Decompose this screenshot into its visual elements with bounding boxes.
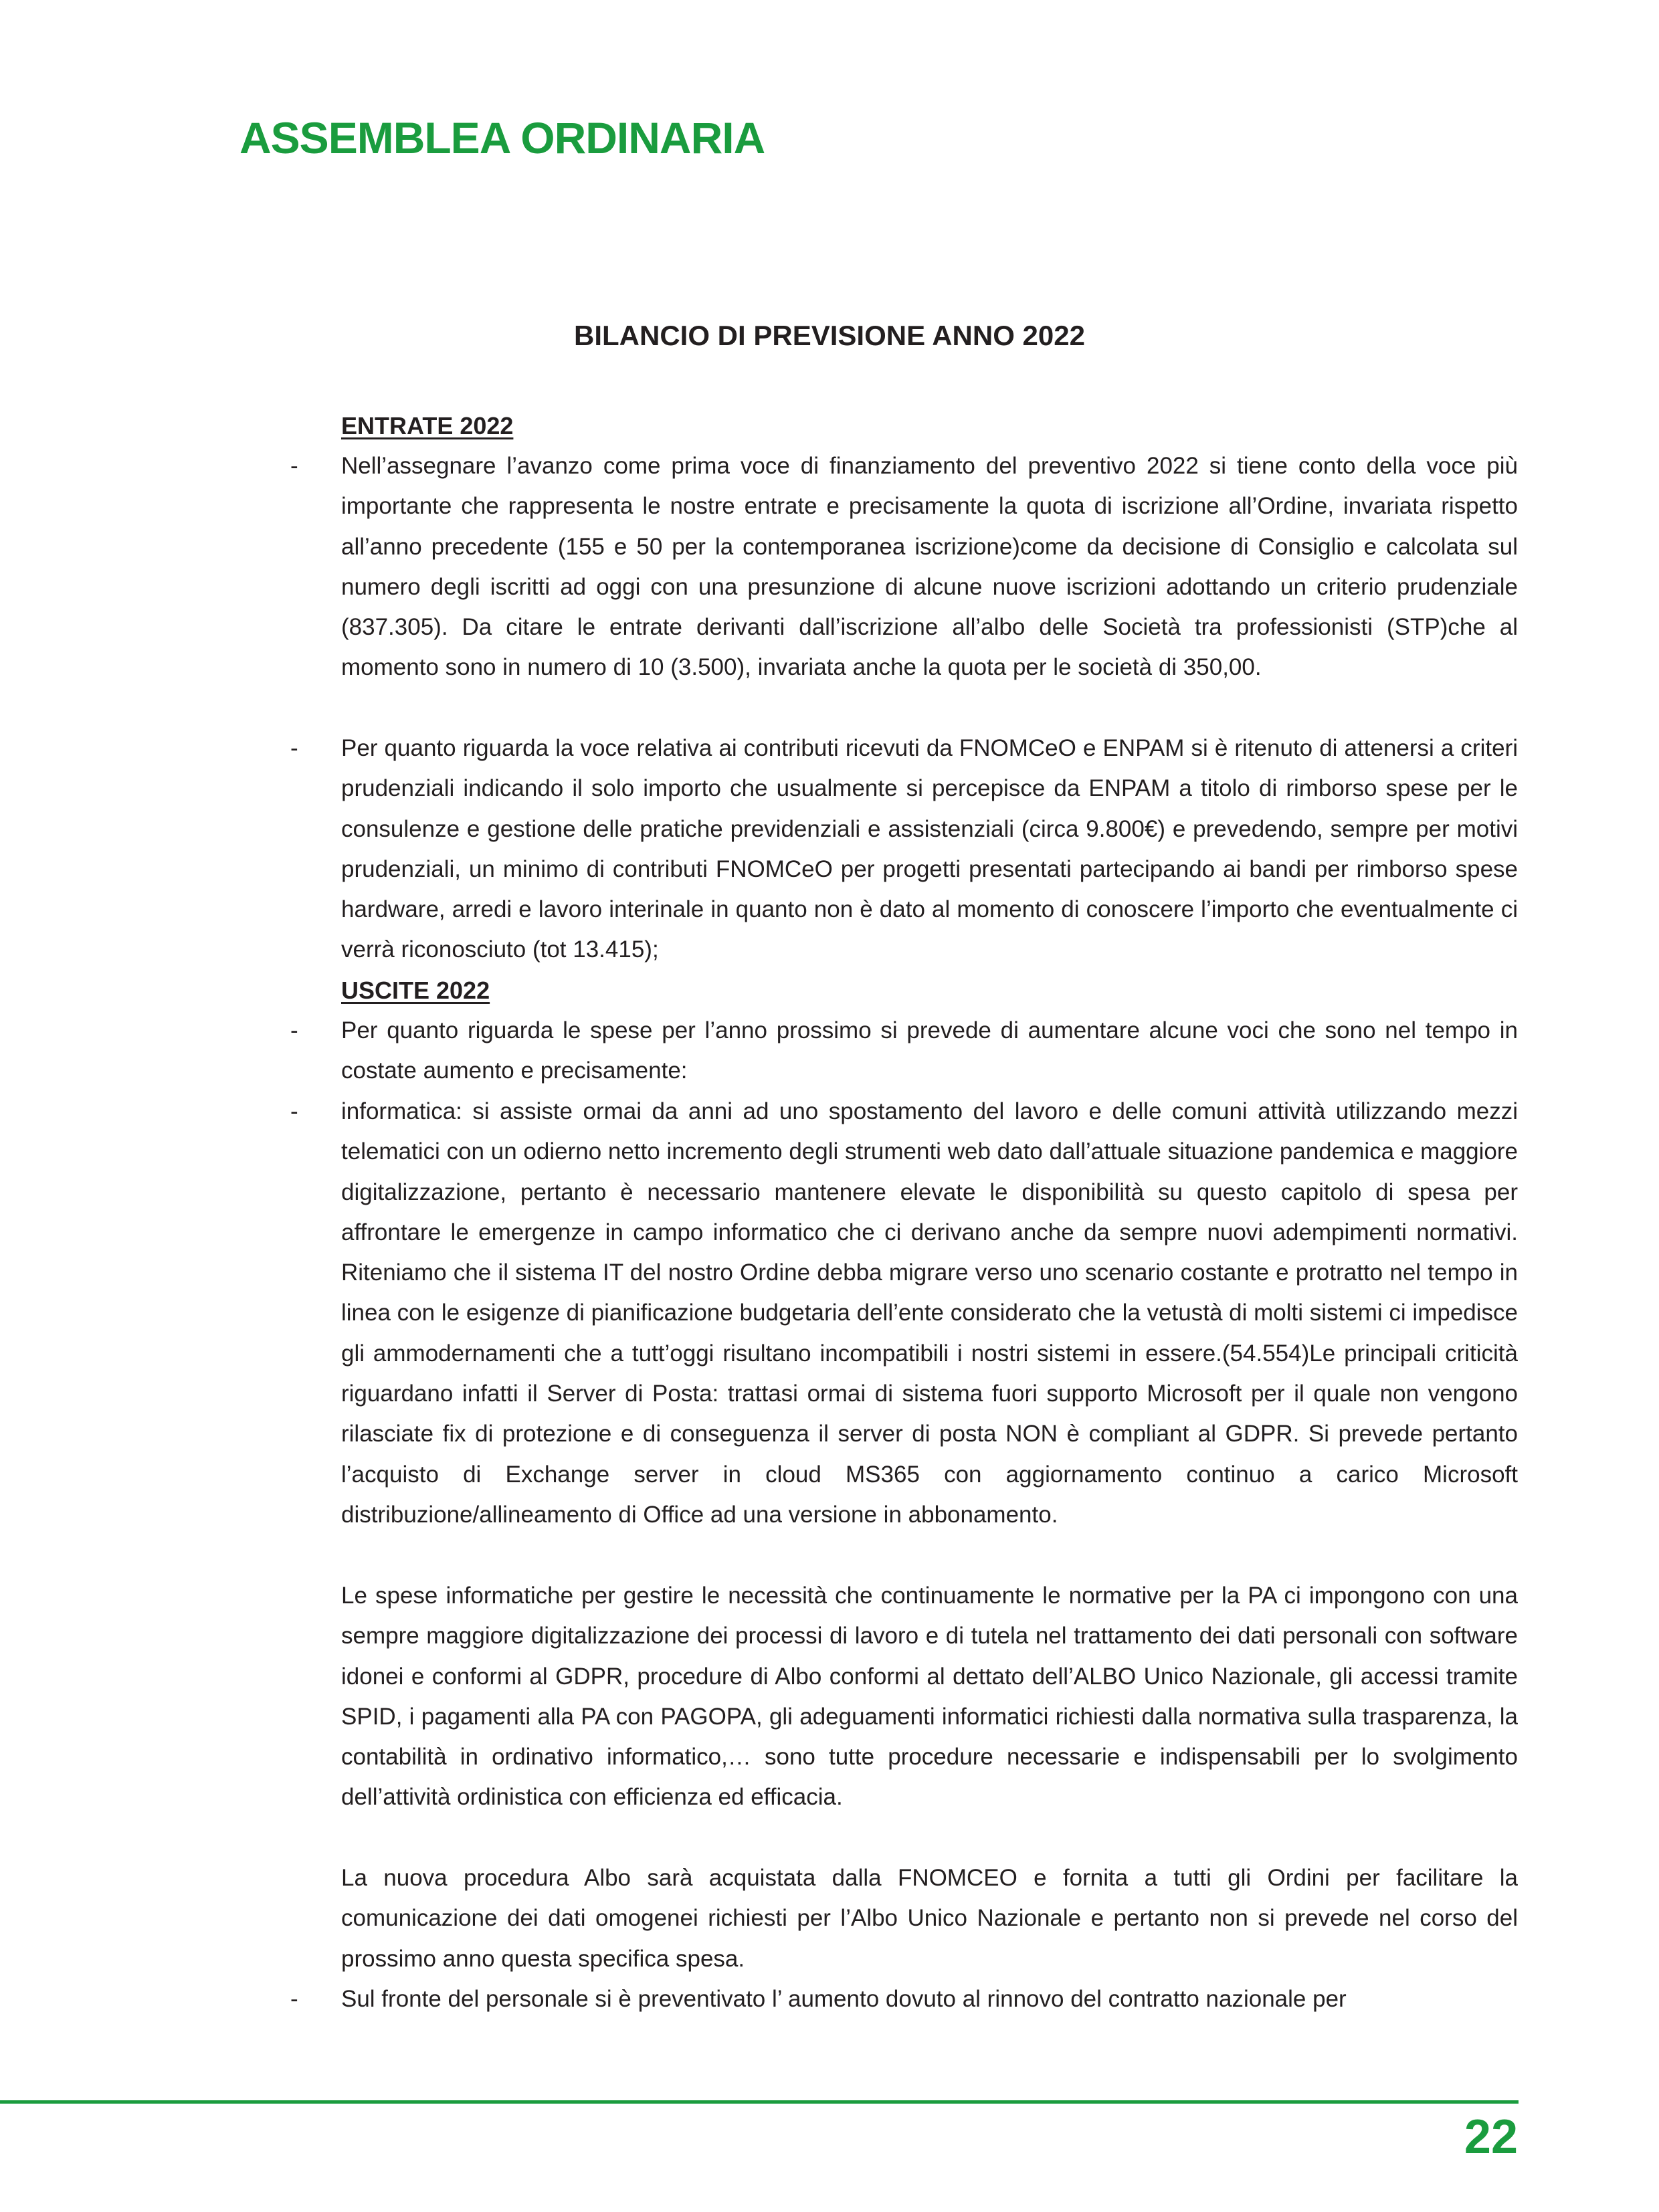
list-bullet: - — [290, 735, 298, 761]
list-bullet: - — [290, 1098, 298, 1124]
header-title: ASSEMBLEA ORDINARIA — [239, 113, 765, 163]
list-item-entrate-contributi: Per quanto riguarda la voce relativa ai contributi ricevuti da FNOMCeO e ENPAM si è ritenuto di attenersi a criteri prudenziali indicando il solo importo che usualmente si percepisce da ENPAM a titolo di rimborso spese per le consulenze e gestione delle pratiche previdenziali e assistenziali (circa 9.800€) e prevedendo, sempre per motivi prudenziali, un minimo di contributi FNOMCeO per progetti presentati partecipando ai bandi per rimborso spese hardware, arredi e lavoro interinale in quanto non è dato al momento di conoscere l’importo che eventualmente ci verrà riconosciuto (tot 13.415); — [341, 735, 1518, 963]
section-heading-entrate: ENTRATE 2022 — [341, 412, 514, 439]
section-heading-uscite: USCITE 2022 — [341, 977, 490, 1004]
list-bullet: - — [290, 453, 298, 479]
list-bullet: - — [290, 1986, 298, 2012]
document-title: BILANCIO DI PREVISIONE ANNO 2022 — [574, 320, 1085, 351]
list-item-uscite-informatica: informatica: si assiste ormai da anni ad uno spostamento del lavoro e delle comuni attività utilizzando mezzi telematici con un odierno netto incremento degli strumenti web dato dall’attuale situazione pandemica e maggiore digitalizzazione, pertanto è necessario mantenere elevate le disponibilità su questo capitolo di spesa per affrontare le emergenze in campo informatico che ci derivano anche da sempre nuovi adempimenti normativi. Riteniamo che il sistema IT del nostro Ordine debba migrare verso uno scenario costante e protratto nel tempo in linea con le esigenze di pianificazione budgetaria dell’ente considerato che la vetustà di molti sistemi ci impedisce gli ammodernamenti che a tutt’oggi risultano incompatibili i nostri sistemi in essere.(54.554)Le principali criticità riguardano infatti il Server di Posta: trattasi ormai di sistema fuori supporto Microsoft per il quale non vengono rilasciate fix di protezione e di conseguenza il server di posta NON è compliant al GDPR. Si prevede pertanto l’acquisto di Exchange server in cloud MS365 con aggiornamento continuo a carico Microsoft distribuzione/allineamento di Office ad una versione in abbonamento. — [341, 1098, 1518, 1528]
paragraph-procedura-albo: La nuova procedura Albo sarà acquistata dalla FNOMCEO e fornita a tutti gli Ordini per facilitare la comunicazione dei dati omogenei richiesti per l’Albo Unico Nazionale e pertanto non si prevede nel corso del prossimo anno questa specifica spesa. — [341, 1865, 1518, 1972]
list-item-entrate-quota: Nell’assegnare l’avanzo come prima voce di finanziamento del preventivo 2022 si tiene conto della voce più importante che rappresenta le nostre entrate e precisamente la quota di iscrizione all’Ordine, invariata rispetto all’anno precedente (155 e 50 per la contemporanea iscrizione)come da decisione di Consiglio e calcolata sul numero degli iscritti ad oggi con una presunzione di alcune nuove iscrizioni adottando un criterio prudenziale (837.305). Da citare le entrate derivanti dall’iscrizione all’albo delle Società tra professionisti (STP)che al momento sono in numero di 10 (3.500), invariata anche la quota per le società di 350,00. — [341, 453, 1518, 681]
paragraph-spese-informatiche: Le spese informatiche per gestire le necessità che continuamente le normative per la PA ci impongono con una sempre maggiore digitalizzazione dei processi di lavoro e di tutela nel trattamento dei dati personali con software idonei e conformi al GDPR, procedure di Albo conformi al dettato dell’ALBO Unico Nazionale, gli accessi tramite SPID, i pagamenti alla PA con PAGOPA, gli adeguamenti informatici richiesti dalla normativa sulla trasparenza, la contabilità in ordinativo informatico,… sono tutte procedure necessarie e indispensabili per lo svolgimento dell’attività ordinistica con efficienza ed efficacia. — [341, 1583, 1518, 1811]
list-item-uscite-intro: Per quanto riguarda le spese per l’anno prossimo si prevede di aumentare alcune voci che sono nel tempo in costate aumento e precisamente: — [341, 1017, 1518, 1084]
footer-rule — [0, 2100, 1519, 2104]
list-bullet: - — [290, 1017, 298, 1043]
list-item-uscite-personale: Sul fronte del personale si è preventivato l’ aumento dovuto al rinnovo del contratto nazionale per — [341, 1986, 1347, 2012]
page-number: 22 — [1464, 2110, 1518, 2164]
